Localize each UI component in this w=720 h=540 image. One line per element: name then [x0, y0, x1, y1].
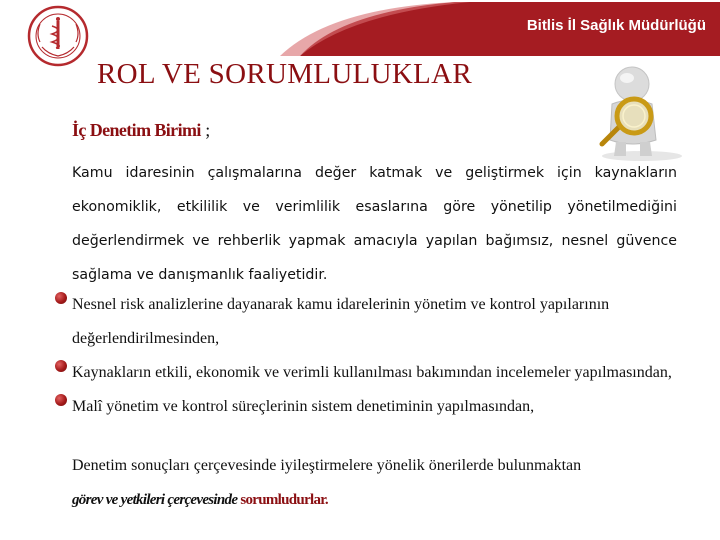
- ministry-of-health-emblem-icon: [26, 4, 90, 68]
- bullet-dot-icon: [55, 292, 67, 304]
- intro-paragraph: Kamu idaresinin çalışmalarına değer katmak ve geliştirmek için kaynakların ekonomiklik, etkililik ve verimlilik esaslarına göre yönetilip yönetilmediğini değerlendirmek ve rehberlik yapmak amacıyla yapılan bağımsız, nesnel güvence sağlama ve danışmanlık faaliyetidir.: [72, 165, 677, 283]
- bullet-text: Malî yönetim ve kontrol süreçlerinin sistem denetiminin yapılmasından,: [72, 398, 535, 415]
- bullet-text: Nesnel risk analizlerine dayanarak kamu idarelerinin yönetim ve kontrol yapılarının değerlendirilmesinden,: [72, 296, 610, 347]
- bullet-item: [54, 356, 694, 390]
- header-title: Bitlis İl Sağlık Müdürlüğü: [526, 17, 706, 34]
- closing-paragraph: [72, 449, 692, 517]
- bullet-text: Kaynakların etkili, ekonomik ve verimli kullanılması bakımından incelemeler yapılmasından,: [72, 364, 672, 381]
- bullet-list: [54, 288, 694, 424]
- subtitle-name: İç Denetim Birimi: [72, 120, 201, 140]
- bullet-item: [54, 288, 694, 356]
- bullet-dot-icon: [55, 394, 67, 406]
- bullet-dot-icon: [55, 360, 67, 372]
- bullet-item: [54, 390, 694, 424]
- closing-emphasis: görev ve yetkileri çerçevesinde: [72, 492, 241, 508]
- closing-emphasis-line: [72, 483, 692, 517]
- person-with-magnifier-icon: [572, 62, 692, 162]
- page-title: ROL VE SORUMLULUKLAR: [97, 58, 472, 90]
- section-subtitle: [72, 120, 210, 141]
- closing-emphasis-red: sorumludurlar.: [240, 492, 328, 508]
- subtitle-separator: ;: [200, 120, 211, 140]
- closing-line: Denetim sonuçları çerçevesinde iyileştirmelere yönelik önerilerde bulunmaktan: [72, 457, 582, 474]
